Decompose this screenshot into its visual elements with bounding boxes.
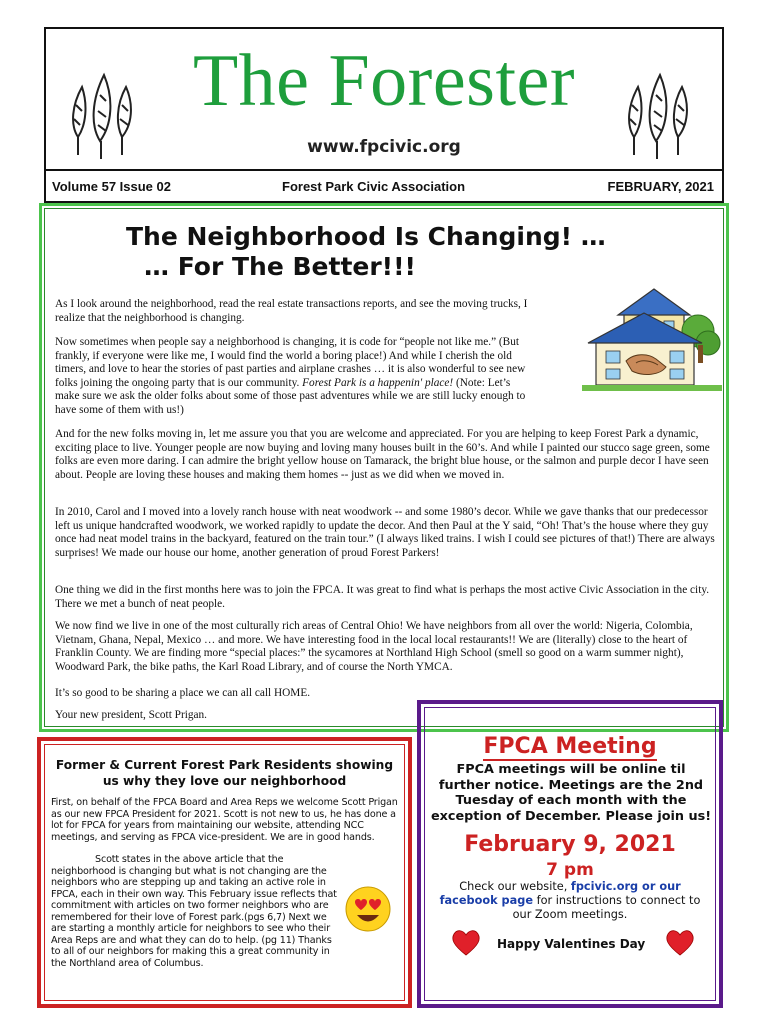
article-paragraph: And for the new folks moving in, let me assure you that you are welcome and appreciated. For you are helping to keep Forest Park a dynamic, exciting place to live. Younger people are now buying and loving many houses built in the 60’s. And while I painted our stucco sage green, some folks are even more daring. I can admire the bright yellow house on Tamarack, the bright blue house, or the salmon and purple decor I have seen about. People are loving these houses and making them homes -- just as we did when we moved in. <box>55 428 710 481</box>
masthead <box>44 27 724 203</box>
article-paragraph: In 2010, Carol and I moved into a lovely ranch house with neat woodwork -- and some 1980’s decor. While we gave thanks that our predecessor left us unique handcrafted woodwork, we worked rapidly to update the decor. And then Paul at the Y said, “Oh! That’s the house where they guy once had neat model trains in the backyard, featured on the train tour.” (I always liked trains. I wish I could see pictures of that!) There are always surprises! We made our house our home, another generation of proud Forest Parkers! <box>55 506 715 559</box>
headline-line-1: The Neighborhood Is Changing! … <box>126 222 606 251</box>
headline-line-2: … For The Better!!! <box>144 252 416 281</box>
residents-title: Former & Current Forest Park Residents showing us why they love our neighborhood <box>55 758 394 788</box>
website-url[interactable]: www.fpcivic.org <box>307 137 461 157</box>
website-facebook-link[interactable]: fpcivic.org or our facebook page <box>439 880 681 907</box>
meeting-time: 7 pm <box>546 860 594 880</box>
meeting-box <box>417 700 723 1008</box>
issue-date: FEBRUARY, 2021 <box>607 179 714 194</box>
residents-paragraph: First, on behalf of the FPCA Board and Area Reps we welcome Scott Prigan as our new FPCA President for 2021. Scott is not new to us, he has done a lot for FPCA for years from maintaining our website, attending NCC meetings, and serving as FPCA vice-president. We are in good hands. <box>51 797 398 843</box>
meeting-date: February 9, 2021 <box>464 832 676 857</box>
meeting-instructions: Check our website, fpcivic.org or our facebook page for instructions to connect to our Zoom meetings. <box>439 880 701 921</box>
article-paragraph: Now sometimes when people say a neighborhood is changing, it is code for “people not like me.” (But frankly, if everyone were like me, I would find the world a boring place!) And while I cherish the old timers, and love to hear the stories of past parties and airplane crashes … it is also wonderful to see new folks joining the ongoing party that is our community. Forest Park is a happenin' place! (Note: Let’s make sure we ask the older folks about some of those past adventures while we are still lucky enough to have some of them with us!) <box>55 336 526 416</box>
article-paragraph: As I look around the neighborhood, read the real estate transactions reports, and see the moving trucks, I realize that the neighborhood is changing. <box>55 298 528 324</box>
main-article <box>39 203 729 732</box>
association-name: Forest Park Civic Association <box>282 179 466 194</box>
meeting-title: FPCA Meeting <box>483 734 657 759</box>
heart-eyes-smiley-icon <box>343 884 393 934</box>
article-italic-phrase: Forest Park is a happenin' place! <box>302 376 454 389</box>
houses-handshake-illustration <box>582 283 722 393</box>
residents-box <box>37 737 412 1008</box>
newsletter-title: The Forester <box>192 40 576 122</box>
heart-icon <box>665 929 695 957</box>
article-signature: Your new president, Scott Prigan. <box>55 709 207 721</box>
heart-icon <box>451 929 481 957</box>
issue-info-bar <box>46 169 722 201</box>
valentines-greeting: Happy Valentines Day <box>497 937 646 951</box>
article-paragraph: One thing we did in the first months here was to join the FPCA. It was great to find what is perhaps the most active Civic Association in the city. There we met a bunch of neat people. <box>55 584 710 610</box>
meeting-description: FPCA meetings will be online til further notice. Meetings are the 2nd Tuesday of each month with the exception of December. Please join us! <box>430 762 712 824</box>
issue-number: Volume 57 Issue 02 <box>52 179 171 194</box>
residents-paragraph: Scott states in the above article that the neighborhood is changing but what is not changing are the neighbors who are stepping up and taking an active role in FPCA, each in their own way. This February issue reflects that commitment with articles on two former neighbors who are remembered for their love of Forest park.(pgs 6,7) Next we are starting a monthly article for neighbors to see who their Area Reps are and what they can do to help. (pg 11) Thanks to all of our neighbors for making this a great community in the Northland area of Columbus. <box>51 854 337 969</box>
article-headline <box>126 222 606 282</box>
article-paragraph: We now find we live in one of the most culturally rich areas of Central Ohio! We have neighbors from all over the world: Nigeria, Colombia, Vietnam, Ghana, Nepal, Mexico … and more. We have interesting food in the local local restaurants!! We are (literally) close to the heart of Franklin County. We are finding more “special places:” the sycamores at Northland High School (smell so good on a warm summer night), Woodward Park, the bike paths, the Karl Road Library, and of course the North YMCA. <box>55 620 693 673</box>
article-paragraph: It’s so good to be sharing a place we can all call HOME. <box>55 687 311 699</box>
